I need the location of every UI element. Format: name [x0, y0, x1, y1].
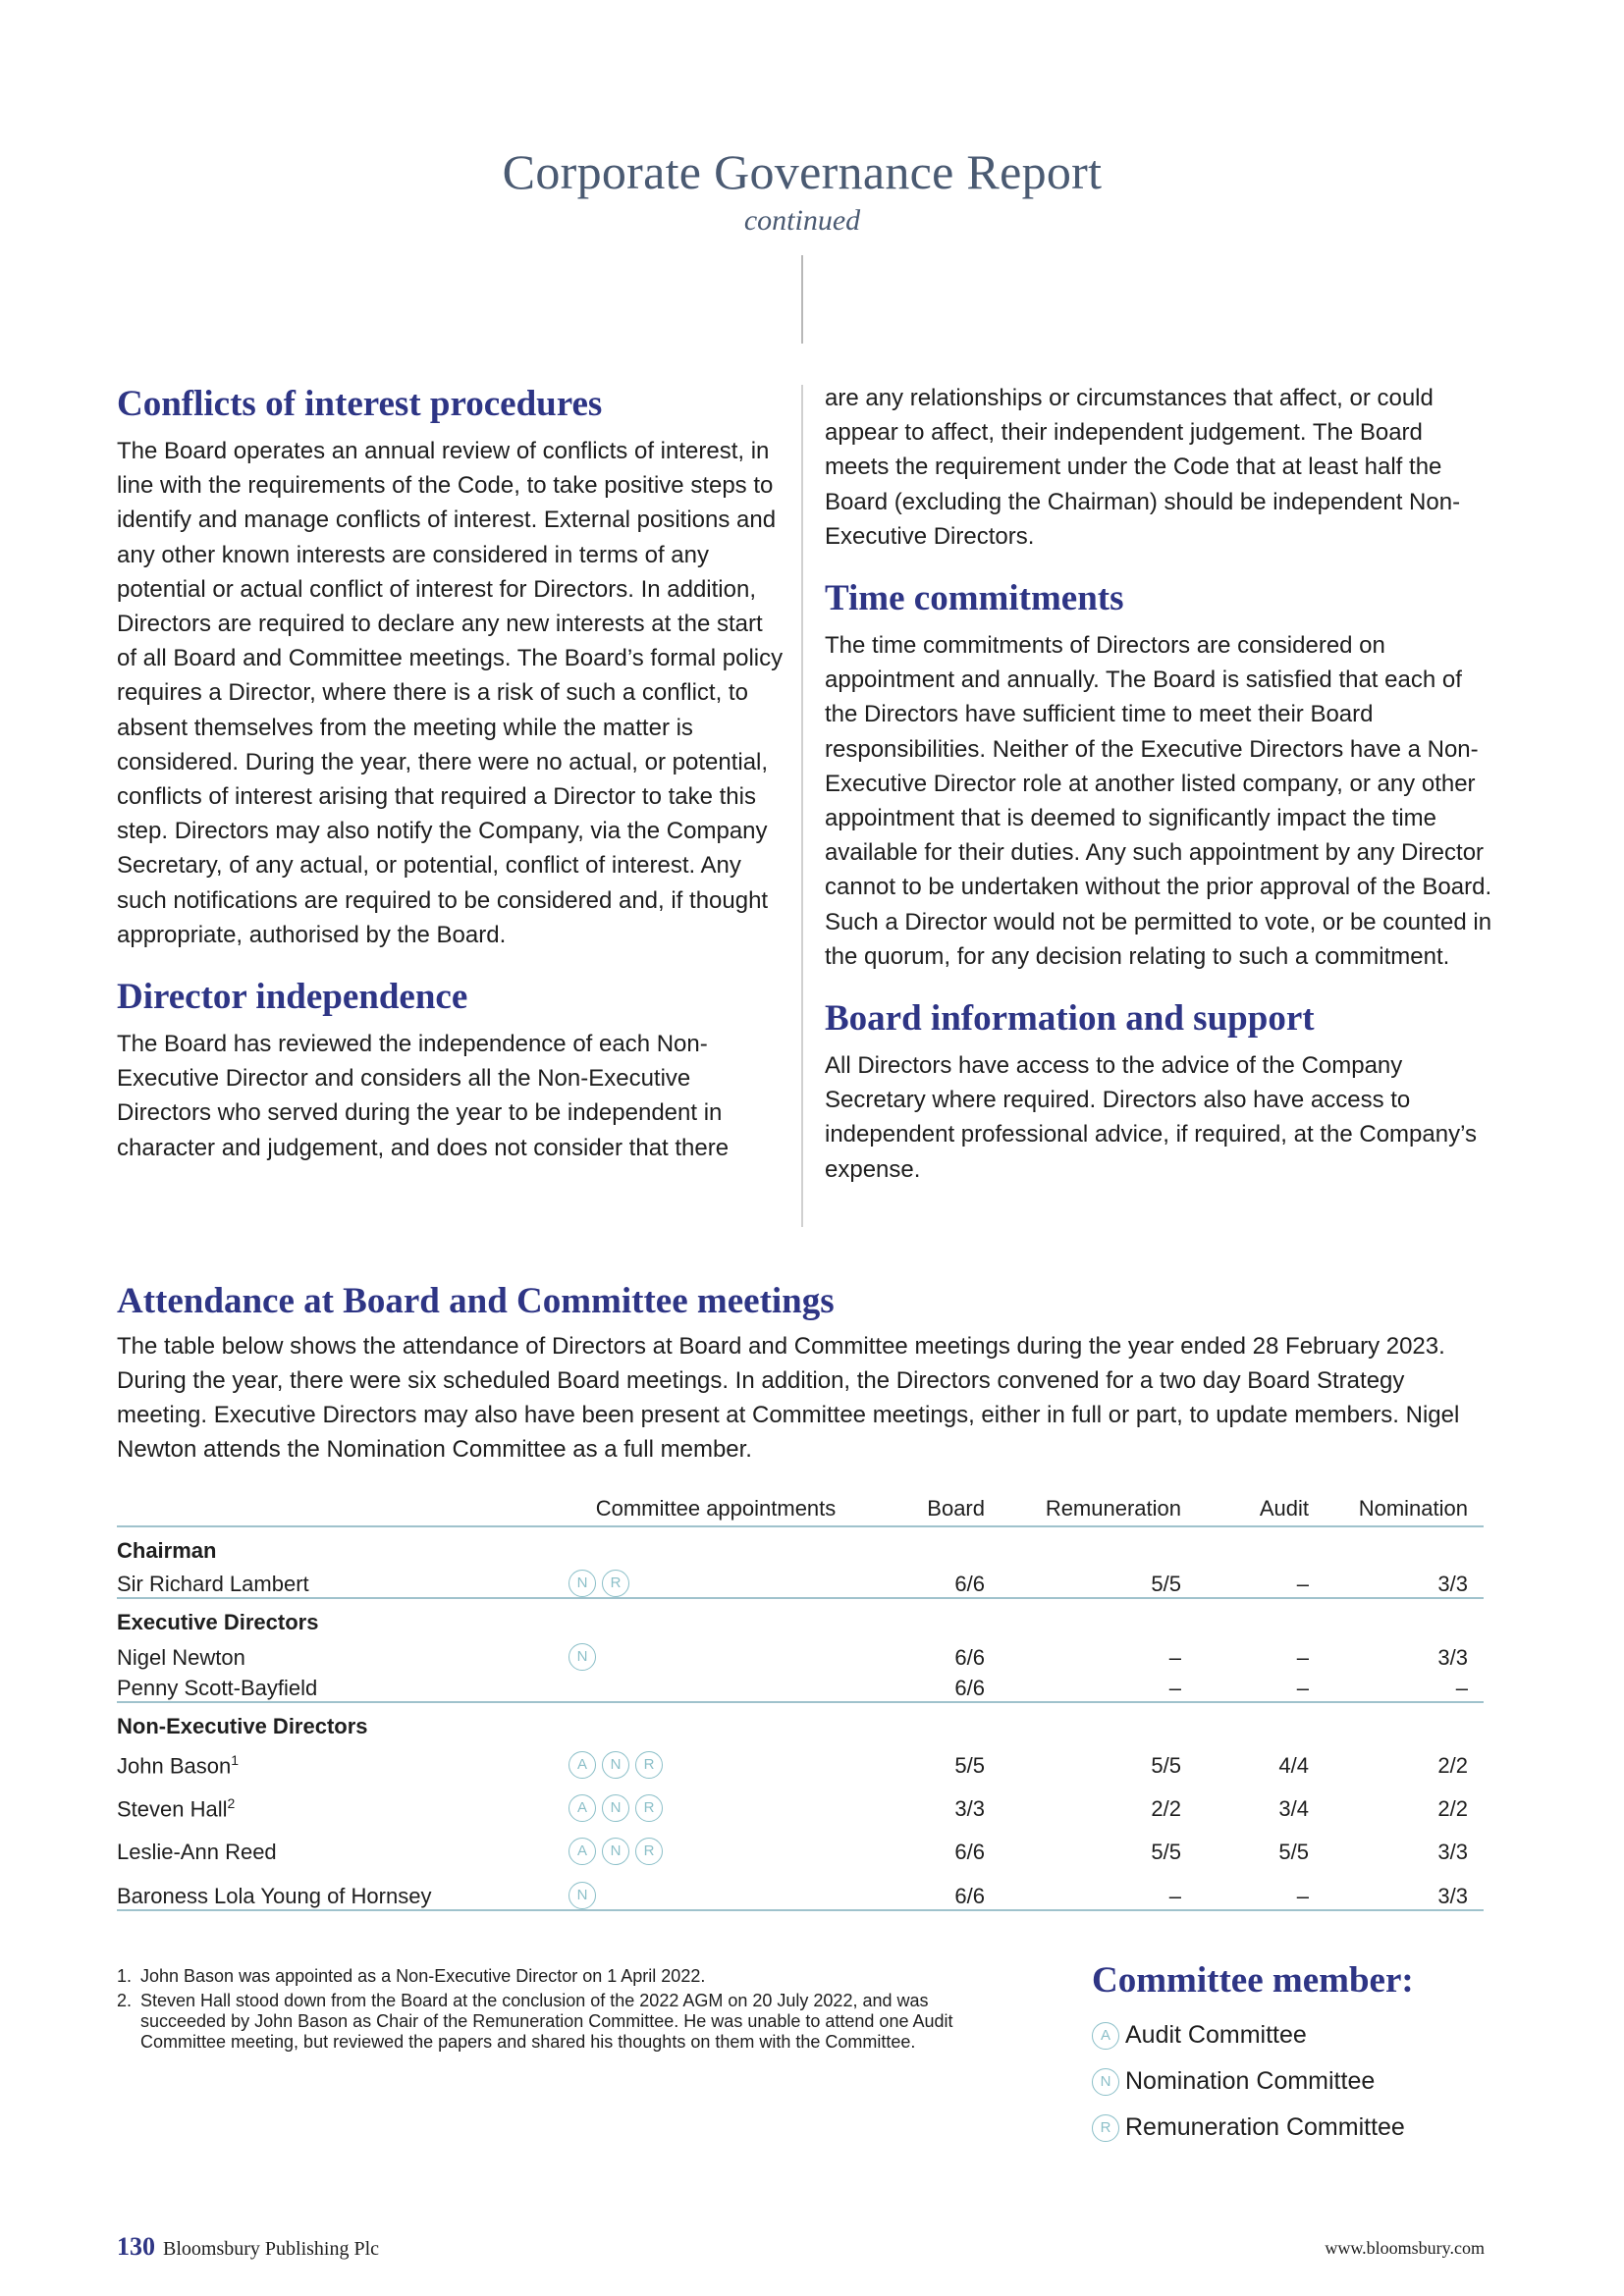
remuneration-committee-icon: R [1092, 2114, 1119, 2142]
board-attendance: 6/6 [954, 1840, 985, 1864]
time-commitments-text: The time commitments of Directors are considered on appointment and annually. The Board is satisfied that each of the Directors have sufficient time to meet their Board responsibilities. Neither of the Executive Directors have a Non-Executive Director role at another listed company, or any other appointment that is deemed to significantly impact the time available for their duties. Any such appointment by any Director cannot to be undertaken without the prior approval of the Board. Such a Director would not be permitted to vote, or be counted in the quorum, for any decision relating to such a commitment. [825, 632, 1492, 970]
director-name-cell [117, 1739, 568, 1779]
committee-appointments-cell [568, 1564, 863, 1598]
director-name: Nigel Newton [117, 1645, 245, 1670]
remuneration-badge-icon: R [602, 1570, 629, 1597]
board-attendance: 6/6 [954, 1884, 985, 1908]
nomination-attendance: 3/3 [1437, 1645, 1468, 1670]
committee-appointments-cell [568, 1739, 863, 1779]
group-executive: Executive Directors [117, 1610, 319, 1634]
title-divider [801, 255, 803, 344]
director-name-cell [117, 1822, 568, 1865]
nomination-attendance: 2/2 [1437, 1796, 1468, 1821]
committee-appointments-cell [568, 1635, 863, 1671]
board-attendance: 6/6 [954, 1676, 985, 1700]
audit-attendance: 4/4 [1278, 1753, 1309, 1778]
nomination-attendance: 3/3 [1437, 1884, 1468, 1908]
table-row [117, 1635, 1484, 1671]
conflicts-heading: Conflicts of interest procedures [117, 384, 603, 424]
group-row [117, 1526, 1484, 1564]
nomination-badge-icon: N [568, 1570, 596, 1597]
table-header-row [117, 1488, 1484, 1526]
board-attendance: 5/5 [954, 1753, 985, 1778]
committee-legend [1092, 1957, 1414, 2151]
board-attendance: 6/6 [954, 1572, 985, 1596]
audit-attendance: 5/5 [1278, 1840, 1309, 1864]
header-remuneration: Remuneration [1045, 1496, 1181, 1521]
legend-label: Remuneration Committee [1125, 2113, 1405, 2141]
nomination-badge-icon: N [568, 1643, 596, 1671]
audit-attendance: – [1296, 1645, 1309, 1670]
conflicts-text: The Board operates an annual review of conflicts of interest, in line with the requirements of the Code, to take positive steps to identify and manage conflicts of interest. External positions and any other known interests are considered in terms of any potential or actual conflict of interest for Directors. In addition, Directors are required to declare any new interests at the start of all Board and Committee meetings. The Board’s formal policy requires a Director, where there is a risk of such a conflict, to absent themselves from the meeting while the matter is considered. During the year, there were no actual, or potential, conflicts of interest arising that required a Director to take this step. Directors may also notify the Company, via the Company Secretary, of any actual, or potential, conflict of interest. Any such notifications are required to be considered and, if thought appropriate, authorised by the Board. [117, 438, 784, 948]
table-row [117, 1865, 1484, 1910]
legend-label: Audit Committee [1125, 2021, 1307, 2049]
legend-label: Nomination Committee [1125, 2067, 1376, 2095]
footnote-text: John Bason was appointed as a Non-Executive Director on 1 April 2022. [140, 1966, 706, 1986]
footnote-marker: 1 [231, 1751, 239, 1768]
footnote-marker: 2 [227, 1794, 236, 1811]
table-row [117, 1564, 1484, 1598]
director-name: John Bason [117, 1753, 232, 1778]
attendance-section [117, 1278, 1484, 1467]
footnote [117, 1966, 1001, 1987]
website-footer: www.bloomsbury.com [1325, 2238, 1485, 2258]
director-name-cell [117, 1564, 568, 1598]
remuneration-badge-icon: R [635, 1794, 663, 1822]
column-divider [801, 385, 803, 1227]
audit-committee-icon: A [1092, 2022, 1119, 2050]
legend-item-audit [1092, 2012, 1414, 2058]
nomination-badge-icon: N [602, 1838, 629, 1865]
nomination-attendance: 3/3 [1437, 1572, 1468, 1596]
committee-appointments-cell [568, 1779, 863, 1822]
board-attendance: 3/3 [954, 1796, 985, 1821]
director-name: Sir Richard Lambert [117, 1572, 309, 1596]
page-number: 130 [117, 2232, 155, 2261]
group-row [117, 1598, 1484, 1635]
audit-badge-icon: A [568, 1794, 596, 1822]
legend-item-remuneration [1092, 2105, 1414, 2151]
remuneration-attendance: 5/5 [1151, 1840, 1181, 1864]
committee-appointments-cell [568, 1671, 863, 1702]
remuneration-attendance: – [1168, 1676, 1181, 1700]
legend-heading: Committee member: [1092, 1960, 1414, 2001]
right-column [825, 381, 1492, 1208]
independence-continued-text: are any relationships or circumstances that affect, or could appear to affect, their independent judgement. The Board meets the requirement under the Code that at least half the Board (excluding the Chairman) should be independent Non-Executive Directors. [825, 385, 1461, 550]
nomination-badge-icon: N [602, 1751, 629, 1779]
director-name: Steven Hall [117, 1796, 228, 1821]
remuneration-attendance: – [1168, 1645, 1181, 1670]
board-attendance: 6/6 [954, 1645, 985, 1670]
director-name-cell [117, 1779, 568, 1822]
group-chairman: Chairman [117, 1538, 217, 1563]
footnote-number: 1. [117, 1966, 133, 1986]
table-row [117, 1671, 1484, 1702]
header-committee-appointments: Committee appointments [595, 1496, 837, 1521]
footnote-number: 2. [117, 1991, 133, 2010]
nomination-attendance: – [1455, 1676, 1468, 1700]
nomination-committee-icon: N [1092, 2068, 1119, 2096]
remuneration-badge-icon: R [635, 1751, 663, 1779]
committee-appointments-cell [568, 1822, 863, 1865]
committee-appointments-cell [568, 1865, 863, 1910]
header-audit: Audit [1259, 1496, 1309, 1521]
table-row [117, 1822, 1484, 1865]
page-title: Corporate Governance Report [502, 144, 1103, 199]
nomination-badge-icon: N [568, 1882, 596, 1909]
independence-heading: Director independence [117, 977, 468, 1018]
attendance-heading: Attendance at Board and Committee meetings [117, 1281, 835, 1321]
footnote [117, 1991, 1001, 2053]
independence-text: The Board has reviewed the independence of each Non-Executive Director and considers all the Non-Executive Directors who served during the year to be independent in character and judgement, and does not consider that there [117, 1031, 730, 1161]
group-row [117, 1702, 1484, 1739]
director-name-cell [117, 1865, 568, 1910]
board-support-heading: Board information and support [825, 998, 1315, 1040]
footnote-text: Steven Hall stood down from the Board at the conclusion of the 2022 AGM on 20 July 2022, and was succeeded by John Bason as Chair of the Remuneration Committee. He was unable to attend one Audit Committee meeting, but reviewed the papers and shared his thoughts on them with the Committee. [140, 1991, 953, 2052]
attendance-table [117, 1488, 1484, 1911]
attendance-intro: The table below shows the attendance of Directors at Board and Committee meetings during the year ended 28 February 2023. During the year, there were six scheduled Board meetings. In addition, the Directors convened for a two day Board Strategy meeting. Executive Directors may also have been present at Committee meetings, either in full or part, to update members. Nigel Newton attends the Nomination Committee as a full member. [117, 1333, 1460, 1463]
audit-attendance: – [1296, 1676, 1309, 1700]
page-subtitle: continued [743, 204, 861, 237]
audit-attendance: – [1296, 1884, 1309, 1908]
header-name [117, 1488, 568, 1526]
header-nomination: Nomination [1358, 1496, 1468, 1521]
remuneration-attendance: 5/5 [1151, 1753, 1181, 1778]
left-column [117, 381, 785, 1187]
remuneration-attendance: – [1168, 1884, 1181, 1908]
director-name: Leslie-Ann Reed [117, 1840, 277, 1864]
header-board: Board [927, 1496, 985, 1521]
remuneration-attendance: 2/2 [1151, 1796, 1181, 1821]
audit-badge-icon: A [568, 1838, 596, 1865]
director-name-cell [117, 1635, 568, 1671]
remuneration-badge-icon: R [635, 1838, 663, 1865]
director-name: Penny Scott-Bayfield [117, 1676, 318, 1700]
audit-attendance: – [1296, 1572, 1309, 1596]
table-row [117, 1779, 1484, 1822]
nomination-attendance: 2/2 [1437, 1753, 1468, 1778]
board-support-text: All Directors have access to the advice of the Company Secretary where required. Directors also have access to independent professional advice, if required, at the Company’s expense. [825, 1052, 1477, 1183]
time-commitments-heading: Time commitments [825, 578, 1124, 619]
audit-badge-icon: A [568, 1751, 596, 1779]
legend-item-nomination [1092, 2058, 1414, 2105]
page-footer-left [117, 2232, 379, 2262]
nomination-badge-icon: N [602, 1794, 629, 1822]
director-name-cell [117, 1671, 568, 1702]
group-non-executive: Non-Executive Directors [117, 1714, 368, 1738]
nomination-attendance: 3/3 [1437, 1840, 1468, 1864]
audit-attendance: 3/4 [1278, 1796, 1309, 1821]
footnotes [117, 1966, 1001, 2056]
table-row [117, 1739, 1484, 1779]
director-name: Baroness Lola Young of Hornsey [117, 1884, 432, 1908]
company-name: Bloomsbury Publishing Plc [163, 2238, 380, 2260]
remuneration-attendance: 5/5 [1151, 1572, 1181, 1596]
